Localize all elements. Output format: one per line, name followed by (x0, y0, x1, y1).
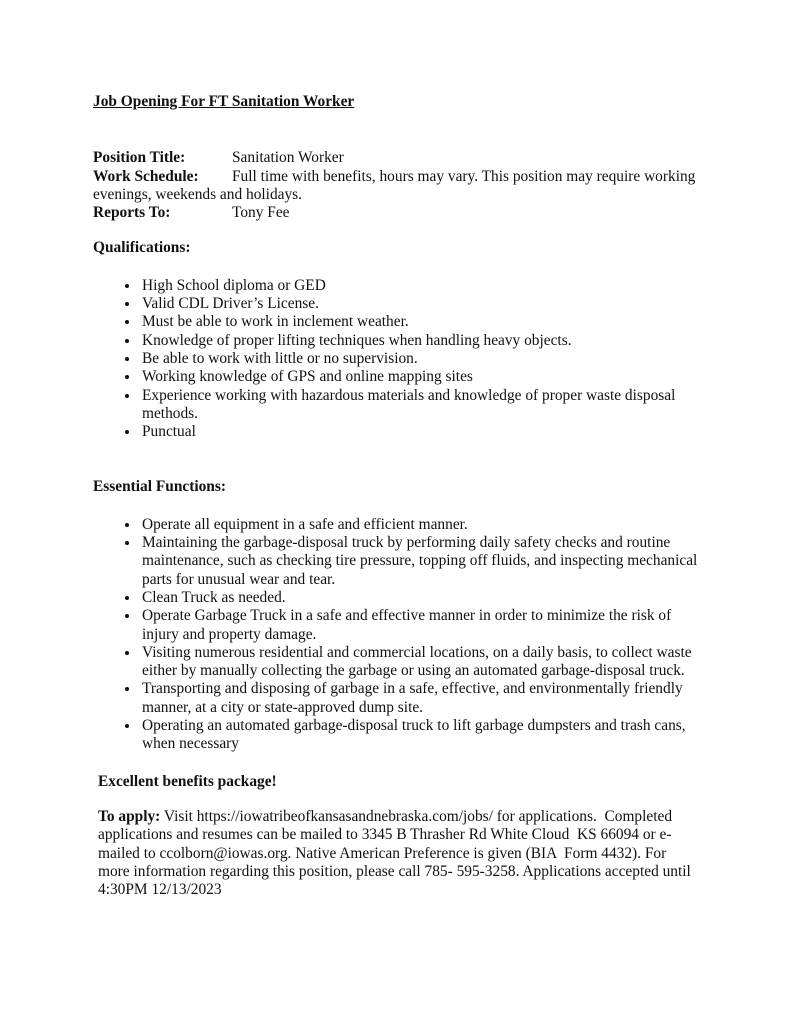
apply-text: Visit https://iowatribeofkansasandnebraska.com/jobs/ for applications. Completed applications and resumes can be mailed to 3345 B Thrasher Rd White Cloud KS 66094 or e-mailed to ccolborn@iowas.org. Native American Preference is given (BIA Form 4432). For more information regarding this position, please call 785- 595-3258. Applications accepted until 4:30PM 12/13/2023 (98, 807, 695, 899)
detail-label: Position Title: (93, 149, 186, 167)
detail-row (93, 149, 699, 167)
essential-function-item: • Operating an automated garbage-disposal truck to lift garbage dumpsters and trash cans, when necessary (140, 717, 699, 754)
essential-function-item: • Operate all equipment in a safe and efficient manner. (140, 516, 699, 534)
qualification-item: • Be able to work with little or no supervision. (140, 350, 699, 368)
essential-function-item: • Visiting numerous residential and commercial locations, on a daily basis, to collect waste either by manually collecting the garbage or using an automated garbage-disposal truck. (140, 644, 699, 681)
detail-row (93, 168, 699, 205)
qualification-item: • Valid CDL Driver’s License. (140, 295, 699, 313)
qualification-item: • Working knowledge of GPS and online mapping sites (140, 368, 699, 386)
essential-function-item: • Operate Garbage Truck in a safe and effective manner in order to minimize the risk of injury and property damage. (140, 607, 699, 644)
detail-value: Full time with benefits, hours may vary. This position may require working evenings, weekends and holidays. (93, 167, 696, 203)
qualification-item: • High School diploma or GED (140, 277, 699, 295)
qualification-item: • Must be able to work in inclement weather. (140, 313, 699, 331)
essential-functions-list (93, 516, 699, 754)
qualification-item: • Experience working with hazardous materials and knowledge of proper waste disposal methods. (140, 387, 699, 424)
page-title: Job Opening For FT Sanitation Worker (93, 93, 355, 110)
apply-label: To apply: (98, 807, 161, 825)
detail-label: Work Schedule: (93, 167, 199, 185)
essential-functions-heading: Essential Functions: (93, 478, 226, 496)
detail-row (93, 204, 699, 222)
detail-label: Reports To: (93, 204, 171, 222)
detail-value: Tony Fee (232, 204, 290, 222)
essential-function-item: • Clean Truck as needed. (140, 589, 699, 607)
apply-paragraph (98, 808, 699, 899)
qualification-item: • Punctual (140, 423, 699, 441)
qualifications-list (93, 277, 699, 442)
qualification-item: • Knowledge of proper lifting techniques when handling heavy objects. (140, 332, 699, 350)
benefits-line: Excellent benefits package! (98, 772, 277, 790)
detail-value: Sanitation Worker (232, 149, 344, 167)
essential-function-item: • Transporting and disposing of garbage in a safe, effective, and environmentally friendly manner, at a city or state-approved dump site. (140, 680, 699, 717)
essential-function-item: • Maintaining the garbage-disposal truck by performing daily safety checks and routine maintenance, such as checking tire pressure, topping off fluids, and inspecting mechanical parts for unusual wear and tear. (140, 534, 699, 589)
position-details (93, 149, 699, 222)
qualifications-heading: Qualifications: (93, 239, 191, 257)
